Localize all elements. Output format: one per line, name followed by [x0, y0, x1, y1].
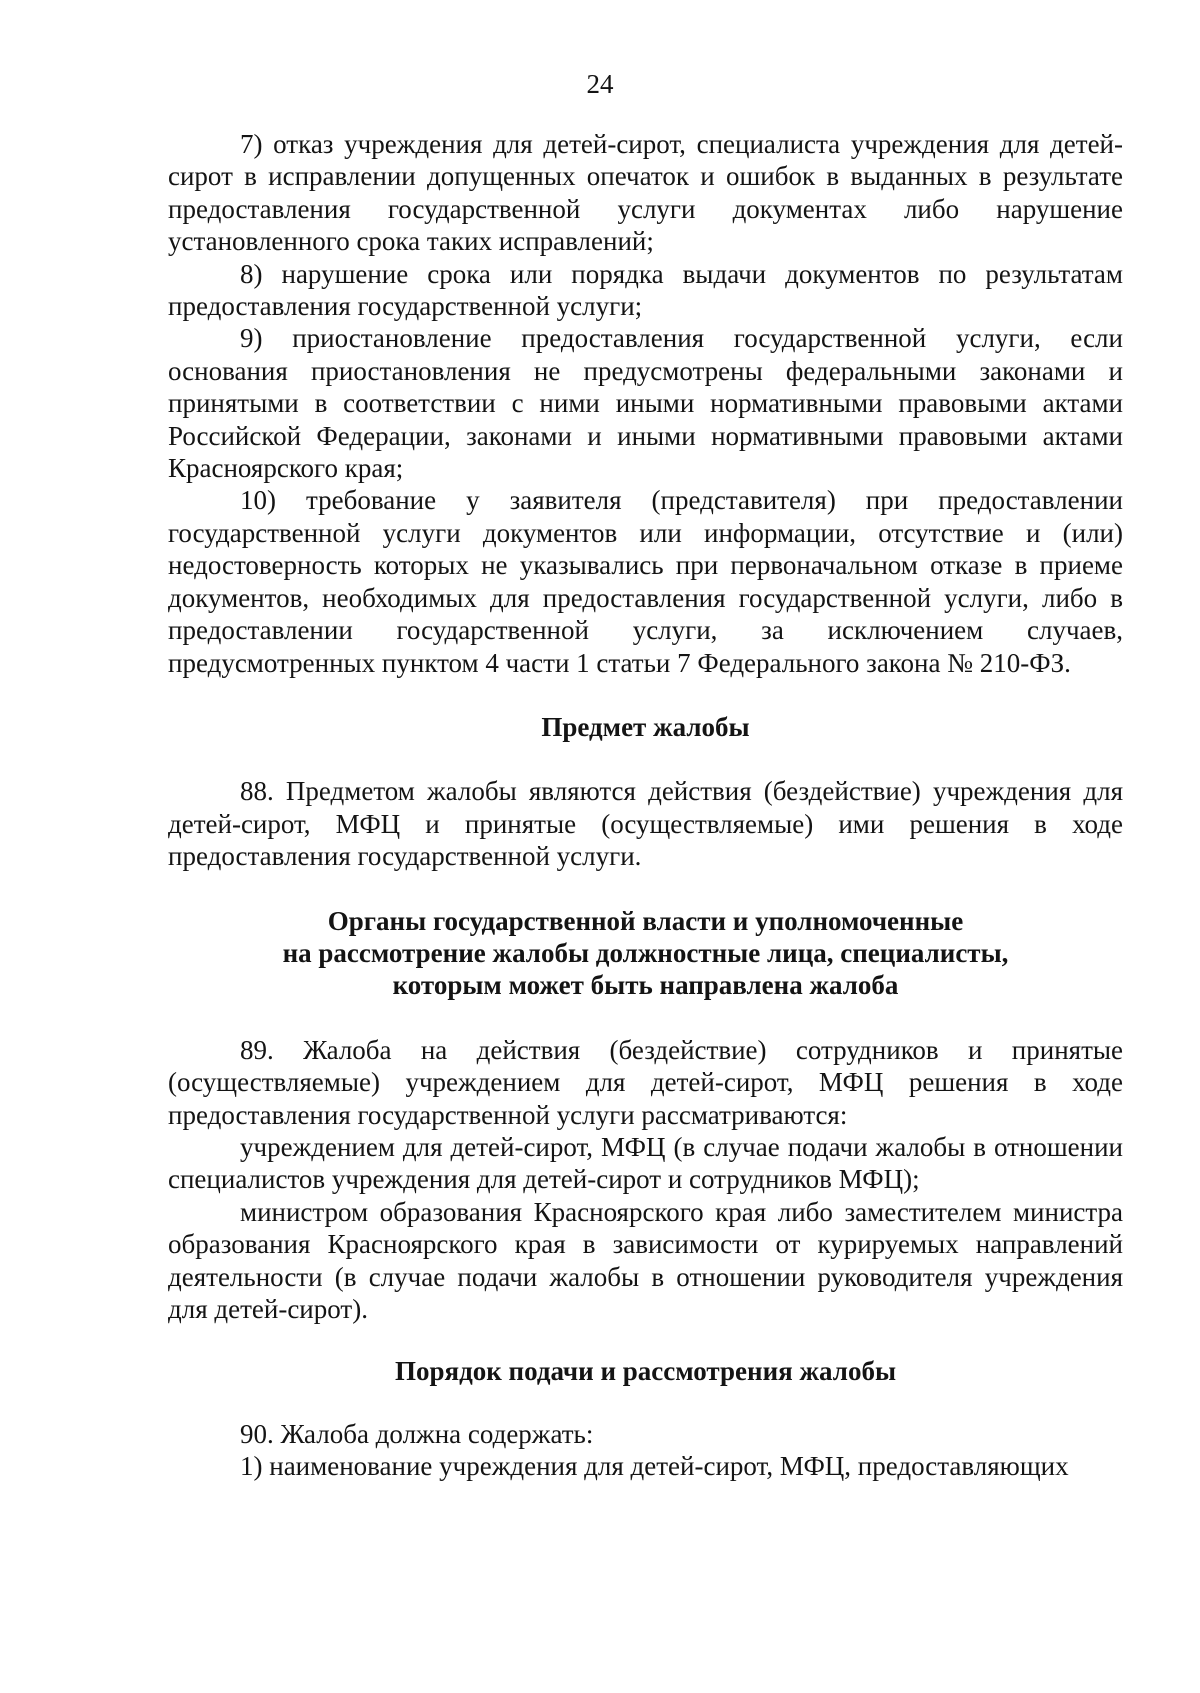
section-heading-subject: Предмет жалобы: [541, 711, 750, 742]
paragraph-item-8: 8) нарушение срока или порядка выдачи документов по результатам предоставления государственной услуги;: [168, 258, 1123, 322]
section-heading-authorities-line-1: Органы государственной власти и уполномоченные: [327, 905, 964, 936]
paragraph-89-orphan-institution: учреждением для детей-сирот, МФЦ (в случае подачи жалобы в отношении специалистов учреждения для детей-сирот и сотрудников МФЦ);: [168, 1131, 1123, 1195]
paragraph-item-10: 10) требование у заявителя (представителя) при предоставлении государственной услуги документов или информации, отсутствие и (или) недостоверность которых не указывались при первоначальном отказе в приеме документов, необходимых для предоставления государственной услуги, либо в предоставлении государственной услуги, за исключением случаев, предусмотренных пунктом 4 части 1 статьи 7 Федерального закона № 210-ФЗ.: [168, 485, 1123, 678]
paragraph-88: 88. Предметом жалобы являются действия (бездействие) учреждения для детей-сирот, МФЦ и принятые (осуществляемые) ими решения в ходе предоставления государственной услуги.: [168, 776, 1123, 872]
document-body: [168, 128, 1123, 1483]
paragraph-89-minister: министром образования Красноярского края либо заместителем министра образования Красноярского края в зависимости от курируемых направлений деятельности (в случае подачи жалобы в отношении руководителя учреждения для детей-сирот).: [168, 1196, 1123, 1324]
section-heading-authorities-line-3: которым может быть направлена жалоба: [392, 970, 899, 1001]
paragraph-90: 90. Жалоба должна содержать:: [240, 1418, 594, 1449]
section-heading-authorities: [168, 905, 1123, 1002]
paragraph-item-9: 9) приостановление предоставления государственной услуги, если основания приостановления не предусмотрены федеральными законами и принятыми в соответствии с ними иными нормативными правовыми актами Российской Федерации, законами и иными нормативными правовыми актами Красноярского края;: [168, 323, 1123, 484]
paragraph-item-7: 7) отказ учреждения для детей-сирот, специалиста учреждения для детей-сирот в исправлении допущенных опечаток и ошибок в выданных в результате предоставления государственной услуги документах либо нарушение установленного срока таких исправлений;: [168, 129, 1123, 257]
paragraph-89: 89. Жалоба на действия (бездействие) сотрудников и принятые (осуществляемые) учреждением для детей-сирот, МФЦ решения в ходе предоставления государственной услуги рассматриваются:: [168, 1034, 1123, 1130]
page-number: 24: [586, 69, 614, 99]
paragraph-90-item-1: 1) наименование учреждения для детей-сирот, МФЦ, предоставляющих: [240, 1451, 1069, 1482]
section-heading-procedure: Порядок подачи и рассмотрения жалобы: [394, 1356, 897, 1387]
section-heading-authorities-line-2: на рассмотрение жалобы должностные лица, специалисты,: [282, 937, 1009, 968]
